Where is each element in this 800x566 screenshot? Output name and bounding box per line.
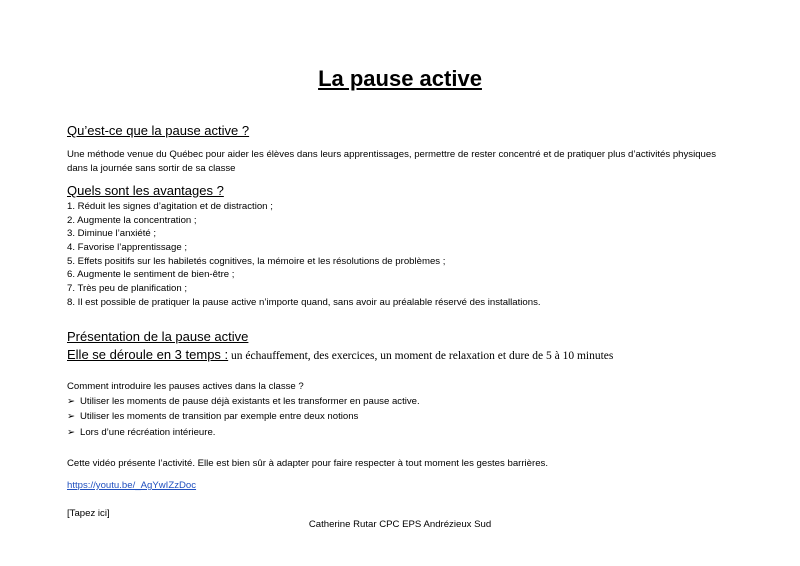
bullet-text: Utiliser les moments de pause déjà existants et les transformer en pause active. [80,396,420,407]
video-note: Cette vidéo présente l’activité. Elle est bien sûr à adapter pour faire respecter à tout moment les gestes barrières. [67,458,548,469]
page-title: La pause active [318,66,482,91]
bullet-text: Utiliser les moments de transition par exemple entre deux notions [80,411,359,422]
bullet-text: Lors d’une récréation intérieure. [80,427,216,438]
advantage-item-4: 4. Favorise l’apprentissage ; [67,242,187,253]
bullet-item [67,411,358,422]
advantage-item-3: 3. Diminue l’anxiété ; [67,228,157,239]
advantage-item-2: 2. Augmente la concentration ; [67,215,197,226]
placeholder-text: [Tapez ici] [67,508,110,519]
definition-line-2: dans la journée sans sortir de sa classe [67,163,236,174]
steps-text: un échauffement, des exercices, un moment de relaxation et dure de 5 à 10 minutes [228,350,614,362]
arrow-bullet-icon: ➢ [67,396,76,407]
definition-line-1: Une méthode venue du Québec pour aider les élèves dans leurs apprentissages, permettre de rester concentré et de pratiquer plus d’activités physiques [67,149,717,160]
arrow-bullet-icon: ➢ [67,427,76,438]
steps-lead: Elle se déroule en 3 temps : [67,347,229,362]
page-footer: Catherine Rutar CPC EPS Andrézieux Sud [308,519,492,530]
bullet-item [67,396,420,407]
section-heading-advantages: Quels sont les avantages ? [67,183,224,198]
advantage-item-5: 5. Effets positifs sur les habiletés cognitives, la mémoire et les résolutions de problèmes ; [67,256,446,267]
advantage-item-6: 6. Augmente le sentiment de bien-être ; [67,269,235,280]
section-heading-definition: Qu’est-ce que la pause active ? [67,123,250,138]
video-link[interactable]: https://youtu.be/_AgYwIZzDoc [67,480,197,491]
advantage-item-1: 1. Réduit les signes d’agitation et de distraction ; [67,201,273,212]
bullet-item [67,427,215,438]
section-heading-presentation: Présentation de la pause active [67,329,249,344]
intro-question: Comment introduire les pauses actives dans la classe ? [67,381,304,392]
advantage-item-7: 7. Très peu de planification ; [67,283,187,294]
arrow-bullet-icon: ➢ [67,411,76,422]
steps-line [67,346,613,364]
advantage-item-8: 8. Il est possible de pratiquer la pause active n’importe quand, sans avoir au préalable réservé des installations. [67,297,541,308]
